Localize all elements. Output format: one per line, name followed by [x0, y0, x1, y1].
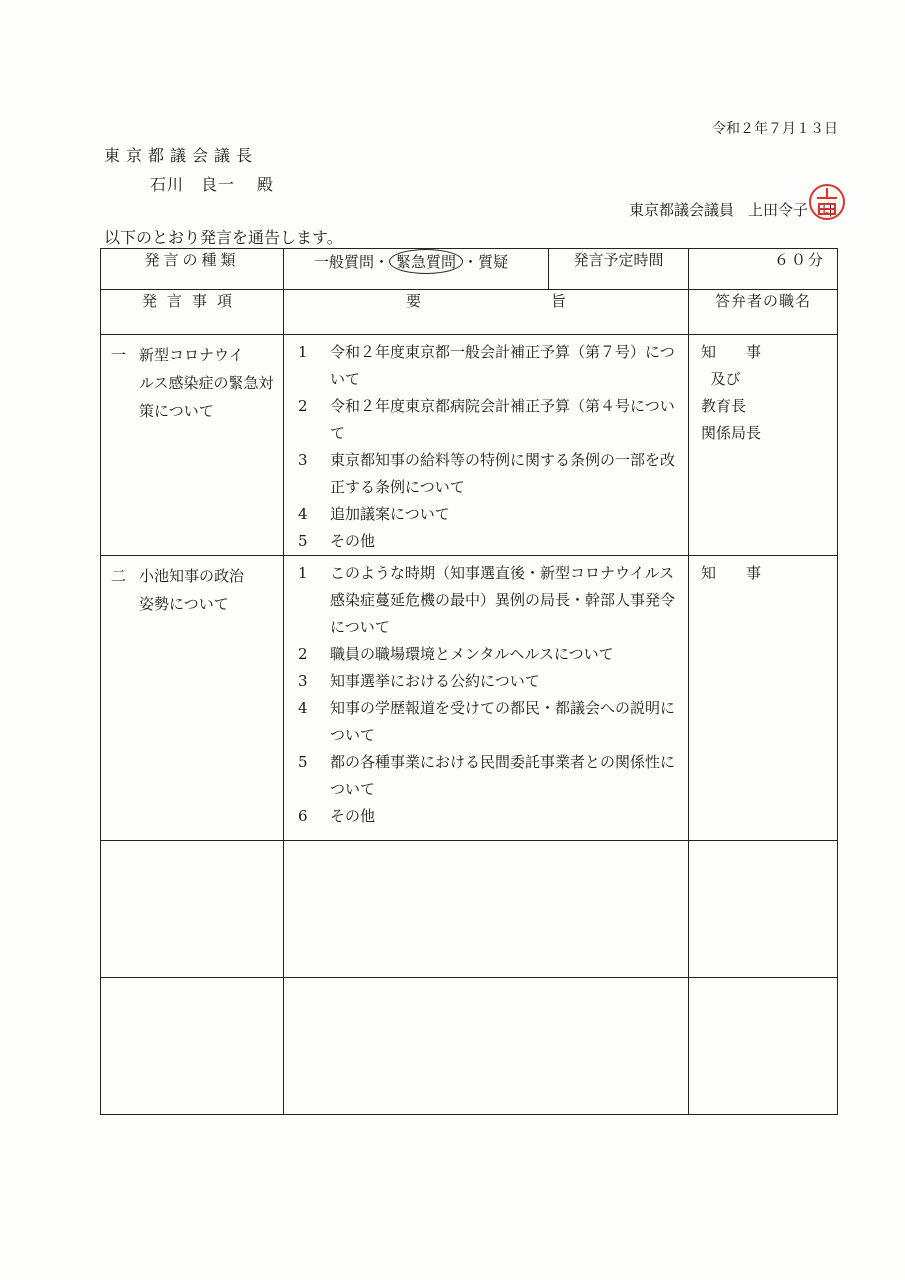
intro-text: 以下のとおり発言を通告します。 [104, 228, 343, 247]
point-number: 4 [298, 505, 308, 523]
time-label: 発言予定時間 [549, 249, 689, 290]
list-item [296, 393, 682, 447]
notice-table [100, 248, 838, 1115]
point-text: 都の各種事業における民間委託事業者との関係性について [330, 753, 676, 798]
point-number: 5 [298, 532, 308, 550]
column-gist-b: 旨 [551, 292, 567, 310]
empty-cell [689, 978, 838, 1115]
point-text: その他 [330, 807, 376, 825]
option-urgent-circled: 緊急質問 [389, 249, 463, 274]
respondent: 及び [701, 370, 741, 388]
point-number: 5 [298, 753, 308, 771]
topic-number: 一 [111, 346, 127, 364]
table-row [101, 335, 838, 556]
empty-cell [284, 978, 689, 1115]
topic-first: 小池知事の政治 [139, 567, 245, 585]
empty-row [101, 841, 838, 978]
respondent: 知 事 [701, 343, 762, 361]
point-number: 1 [298, 343, 308, 361]
list-item [296, 560, 682, 641]
empty-cell [101, 841, 284, 978]
list-item [296, 528, 682, 555]
table-row [101, 556, 838, 841]
point-number: 3 [298, 672, 308, 690]
list-item [296, 749, 682, 803]
list-item [296, 339, 682, 393]
topic-cell [101, 335, 284, 556]
list-item [296, 641, 682, 668]
type-row [101, 249, 838, 290]
time-value: ６０分 [689, 249, 838, 290]
point-text: 東京都知事の給料等の特例に関する条例の一部を改正する条例について [330, 451, 676, 496]
column-gist [284, 290, 689, 335]
point-text: その他 [330, 532, 376, 550]
point-text: 知事の学歴報道を受けての都民・都議会への説明について [330, 699, 676, 744]
point-number: 3 [298, 451, 308, 469]
column-matter: 発言事項 [101, 290, 284, 335]
respondent-cell [689, 556, 838, 841]
respondent: 関係局長 [701, 424, 762, 442]
respondent: 知 事 [701, 564, 762, 582]
point-text: 知事選挙における公約について [330, 672, 540, 690]
list-item [296, 501, 682, 528]
column-gist-a: 要 [405, 292, 421, 310]
point-number: 4 [298, 699, 308, 717]
list-item [296, 695, 682, 749]
point-number: 6 [298, 807, 308, 825]
list-item [296, 803, 682, 830]
seal-stamp-icon [807, 182, 847, 222]
type-label: 発言の種類 [101, 249, 284, 290]
recipient-name-line [150, 172, 274, 195]
point-number: 2 [298, 645, 308, 663]
list-item [296, 668, 682, 695]
recipient-title: 東京都議会議長 [104, 146, 259, 165]
topic-first: 新型コロナウイ [139, 346, 244, 364]
point-text: 追加議案について [330, 505, 450, 523]
list-item [296, 447, 682, 501]
respondent: 教育長 [701, 397, 747, 415]
respondent-cell [689, 335, 838, 556]
column-header-row [101, 290, 838, 335]
seal-label: 印 [821, 201, 837, 219]
point-text: 令和２年度東京都一般会計補正予算（第７号）について [330, 343, 675, 388]
recipient-name: 石川 良一 [150, 175, 236, 194]
point-text: 職員の職場環境とメンタルヘルスについて [330, 645, 614, 663]
topic-number: 二 [111, 567, 127, 585]
sender-line [629, 199, 837, 220]
point-text: 令和２年度東京都病院会計補正予算（第４号について [330, 397, 675, 442]
column-respondent: 答弁者の職名 [689, 290, 838, 335]
empty-cell [689, 841, 838, 978]
empty-row [101, 978, 838, 1115]
date: 令和２年７月１３日 [712, 121, 838, 137]
type-options [284, 249, 549, 290]
empty-cell [284, 841, 689, 978]
option-question: 質疑 [478, 253, 509, 271]
topic-cell [101, 556, 284, 841]
separator: ・ [463, 253, 479, 271]
sender-title: 東京都議会議員 [628, 201, 734, 219]
topic-rest: ルス感染症の緊急対策について [139, 374, 274, 420]
points-cell [284, 335, 689, 556]
separator: ・ [374, 253, 390, 271]
honorific: 殿 [257, 175, 275, 194]
points-cell [284, 556, 689, 841]
empty-cell [101, 978, 284, 1115]
topic-rest: 姿勢について [139, 595, 229, 613]
sender-name: 上田令子 [747, 201, 808, 219]
point-text: このような時期（知事選直後・新型コロナウイルス感染症蔓延危機の最中）異例の局長・幹部人事発令について [330, 564, 676, 636]
point-number: 1 [298, 564, 308, 582]
point-number: 2 [298, 397, 308, 415]
option-general: 一般質問 [314, 253, 375, 271]
